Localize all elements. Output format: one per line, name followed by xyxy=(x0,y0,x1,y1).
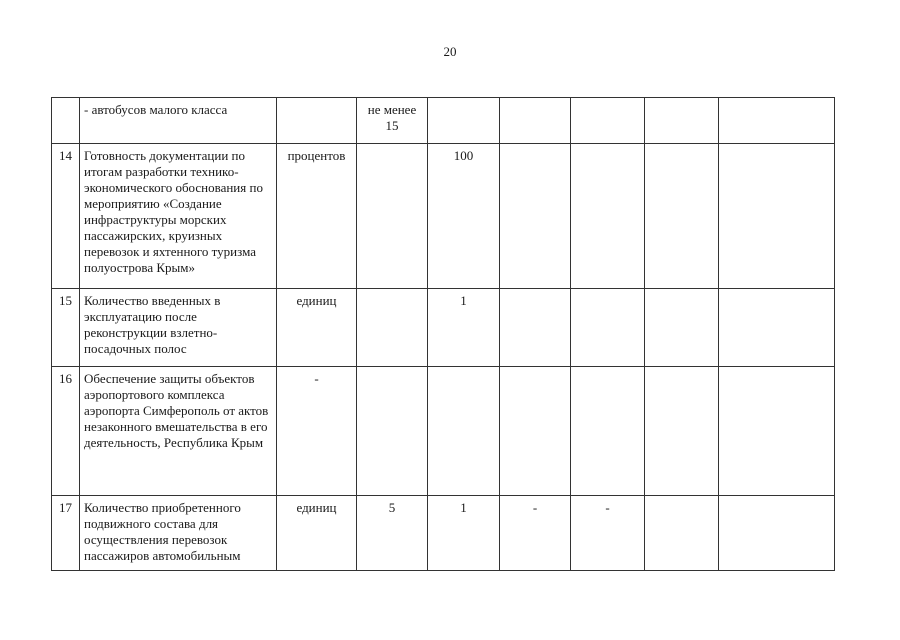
value-cell xyxy=(571,144,645,289)
page-number: 20 xyxy=(443,44,457,59)
value-cell xyxy=(500,144,571,289)
value-cell xyxy=(719,496,835,571)
value-cell xyxy=(719,144,835,289)
value-cell xyxy=(571,367,645,496)
row-number xyxy=(52,98,80,144)
table-row xyxy=(52,367,835,496)
table-row xyxy=(52,144,835,289)
value-cell xyxy=(645,496,719,571)
value-cell: 1 xyxy=(428,289,500,367)
row-number: 17 xyxy=(52,496,80,571)
indicator-name: - автобусов малого класса xyxy=(80,98,277,144)
value-cell xyxy=(428,367,500,496)
unit-cell: - xyxy=(277,367,357,496)
value-cell: не менее 15 xyxy=(357,98,428,144)
indicator-name: Количество приобретенного подвижного состава для осуществления перевозок пассажиров автомобильным xyxy=(80,496,277,571)
table-row xyxy=(52,289,835,367)
value-cell xyxy=(719,367,835,496)
value-cell xyxy=(719,289,835,367)
unit-cell xyxy=(277,98,357,144)
table-row xyxy=(52,496,835,571)
value-cell xyxy=(357,289,428,367)
value-cell xyxy=(571,289,645,367)
indicator-name: Обеспечение защиты объектов аэропортового комплекса аэропорта Симферополь от актов незаконного вмешательства в его деятельность, Республика Крым xyxy=(80,367,277,496)
table-row xyxy=(52,98,835,144)
value-cell xyxy=(500,289,571,367)
value-cell xyxy=(357,144,428,289)
value-cell xyxy=(645,367,719,496)
row-number: 15 xyxy=(52,289,80,367)
value-cell xyxy=(428,98,500,144)
row-number: 14 xyxy=(52,144,80,289)
value-cell: - xyxy=(500,496,571,571)
value-cell xyxy=(571,98,645,144)
row-number: 16 xyxy=(52,367,80,496)
value-cell: 100 xyxy=(428,144,500,289)
value-cell xyxy=(357,367,428,496)
table-body xyxy=(52,98,835,571)
value-cell xyxy=(645,98,719,144)
value-cell: - xyxy=(571,496,645,571)
indicator-name: Готовность документации по итогам разработки технико-экономического обоснования по мероприятию «Создание инфраструктуры морских пассажирских, круизных перевозок и яхтенного туризма полуострова Крым» xyxy=(80,144,277,289)
indicator-table xyxy=(51,97,835,571)
value-cell xyxy=(500,98,571,144)
unit-cell: единиц xyxy=(277,496,357,571)
value-cell xyxy=(500,367,571,496)
value-cell: 1 xyxy=(428,496,500,571)
value-cell xyxy=(719,98,835,144)
unit-cell: единиц xyxy=(277,289,357,367)
indicator-name: Количество введенных в эксплуатацию после реконструкции взлетно-посадочных полос xyxy=(80,289,277,367)
value-cell: 5 xyxy=(357,496,428,571)
value-cell xyxy=(645,289,719,367)
value-cell xyxy=(645,144,719,289)
unit-cell: процентов xyxy=(277,144,357,289)
